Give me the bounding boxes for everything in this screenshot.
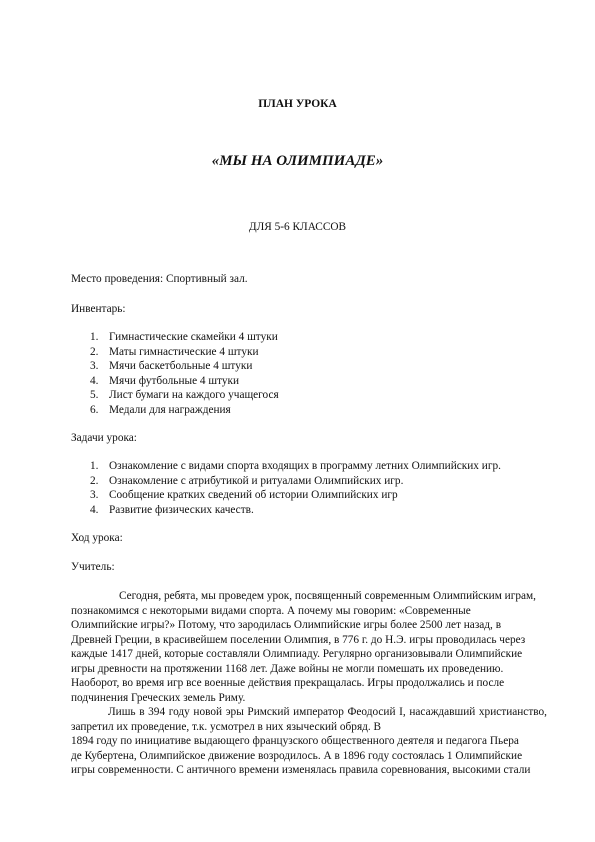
paragraph-text: Лишь в 394 году новой эры Римский император Феодосий I, насаждавший христианство, запретил их проведение, т.к. усмотрел в них языческий обряд. В bbox=[71, 706, 547, 733]
list-number: 4. bbox=[90, 503, 99, 516]
list-text: Лист бумаги на каждого учащегося bbox=[109, 389, 279, 401]
list-text: Гимнастические скамейки 4 штуки bbox=[109, 331, 278, 343]
list-number: 1. bbox=[90, 460, 99, 472]
paragraph-line: 1894 году по инициативе выдающего французского общественного деятеля и педагога Пьера bbox=[71, 735, 519, 747]
list-number: 3. bbox=[90, 360, 99, 372]
teacher-heading: Учитель: bbox=[71, 561, 115, 573]
paragraph-line: Сегодня, ребята, мы проведем урок, посвященный современным Олимпийским играм, bbox=[119, 590, 536, 602]
list-text: Ознакомление с атрибутикой и ритуалами Олимпийских игр. bbox=[109, 474, 404, 487]
paragraph-line: подчинения Греческих земель Риму. bbox=[71, 691, 246, 704]
list-number: 4. bbox=[90, 374, 99, 387]
plan-title: ПЛАН УРОКА bbox=[258, 98, 337, 110]
paragraph-line: Наоборот, во время игр все военные действия прекращалась. Игры продолжались и после bbox=[71, 677, 505, 689]
list-number: 2. bbox=[90, 474, 99, 487]
paragraph-line: каждые 1417 дней, которые составляли Олимпиаду. Регулярно организовывали Олимпийские bbox=[71, 648, 523, 660]
paragraph-line: Древней Греции, в красивейшем поселении Олимпия, в 776 г. до Н.Э. игры проводилась через bbox=[71, 633, 526, 646]
list-text: Медали для награждения bbox=[109, 403, 231, 416]
list-number: 1. bbox=[90, 331, 99, 343]
list-text: Ознакомление с видами спорта входящих в программу летних Олимпийских игр. bbox=[109, 460, 501, 472]
inventory-heading: Инвентарь: bbox=[71, 303, 126, 315]
list-number: 6. bbox=[90, 403, 99, 416]
list-number: 3. bbox=[90, 489, 99, 501]
course-heading: Ход урока: bbox=[71, 532, 123, 544]
paragraph-1 bbox=[71, 589, 547, 705]
list-number: 5. bbox=[90, 389, 99, 401]
paragraph-line: игры современности. С античного времени изменялась правила соревнования, высокими стали bbox=[71, 764, 531, 776]
list-text: Мячи баскетбольные 4 штуки bbox=[109, 360, 253, 372]
list-number: 2. bbox=[90, 345, 99, 358]
class-line: ДЛЯ 5-6 КЛАССОВ bbox=[248, 221, 347, 233]
list-text: Маты гимнастические 4 штуки bbox=[109, 345, 259, 358]
list-text: Сообщение кратких сведений об истории Олимпийских игр bbox=[109, 489, 398, 501]
paragraph-line: де Кубертена, Олимпийское движение возродилось. А в 1896 году состоялась 1 Олимпийские bbox=[71, 749, 523, 762]
paragraph-line: Олимпийские игры?» Потому, что зародилась Олимпийские игры более 2500 лет назад, в bbox=[71, 619, 502, 631]
paragraph-line: познакомимся с некоторыми видами спорта. А почему мы говорим: «Современные bbox=[71, 604, 471, 617]
list-text: Мячи футбольные 4 штуки bbox=[109, 374, 240, 387]
tasks-heading: Задачи урока: bbox=[71, 432, 137, 444]
list-text: Развитие физических качеств. bbox=[109, 503, 254, 516]
paragraph-2 bbox=[71, 705, 547, 778]
paragraph-line: игры древности на протяжении 1168 лет. Даже войны не могли помешать их проведению. bbox=[71, 662, 504, 675]
venue-line: Место проведения: Спортивный зал. bbox=[71, 273, 248, 285]
main-title: «МЫ НА ОЛИМПИАДЕ» bbox=[211, 153, 384, 169]
